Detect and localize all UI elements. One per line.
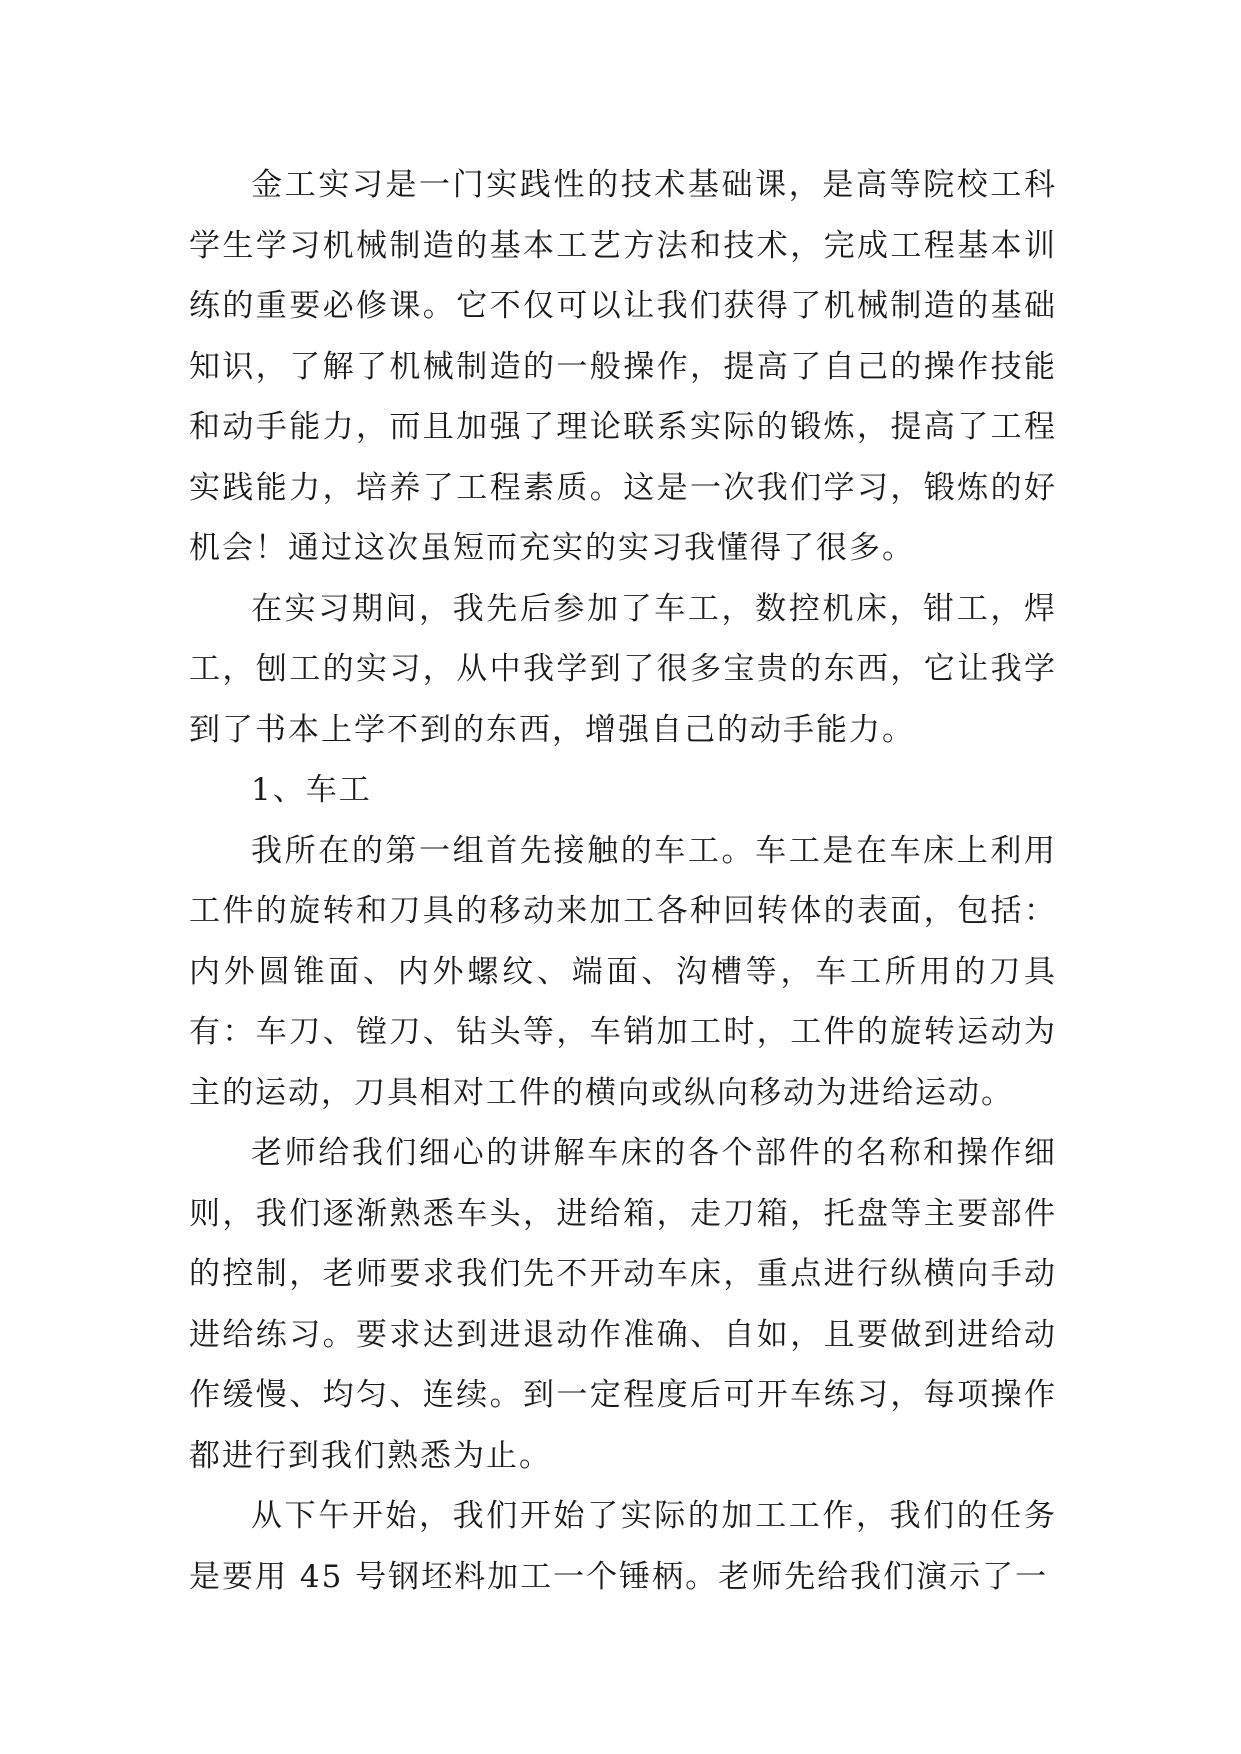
paragraph: 我所在的第一组首先接触的车工。车工是在车床上利用工件的旋转和刀具的移动来加工各种回转体的表面，包括：内外圆锥面、内外螺纹、端面、沟槽等，车工所用的刀具有：车刀、镗刀、钻头等，车销加工时，工件的旋转运动为主的运动，刀具相对工件的横向或纵向移动为进给运动。	[189, 832, 1057, 1111]
paragraph: 在实习期间，我先后参加了车工，数控机床，钳工，焊工，刨工的实习，从中我学到了很多宝贵的东西，它让我学到了书本上学不到的东西，增强自己的动手能力。	[189, 590, 1057, 748]
document-body	[189, 155, 1057, 1607]
paragraph: 老师给我们细心的讲解车床的各个部件的名称和操作细则，我们逐渐熟悉车头，进给箱，走刀箱，托盘等主要部件的控制，老师要求我们先不开动车床，重点进行纵横向手动进给练习。要求达到进退动作准确、自如，且要做到进给动作缓慢、均匀、连续。到一定程度后可开车练习，每项操作都进行到我们熟悉为止。	[189, 1135, 1057, 1474]
paragraph: 金工实习是一门实践性的技术基础课，是高等院校工科学生学习机械制造的基本工艺方法和技术，完成工程基本训练的重要必修课。它不仅可以让我们获得了机械制造的基础知识，了解了机械制造的一般操作，提高了自己的操作技能和动手能力，而且加强了理论联系实际的锻炼，提高了工程实践能力，培养了工程素质。这是一次我们学习，锻炼的好机会！通过这次虽短而充实的实习我懂得了很多。	[189, 167, 1057, 566]
section-heading: 1、车工	[251, 772, 372, 808]
paragraph: 从下午开始，我们开始了实际的加工工作，我们的任务是要用 45 号钢坯料加工一个锤柄。老师先给我们演示了一	[189, 1498, 1057, 1595]
